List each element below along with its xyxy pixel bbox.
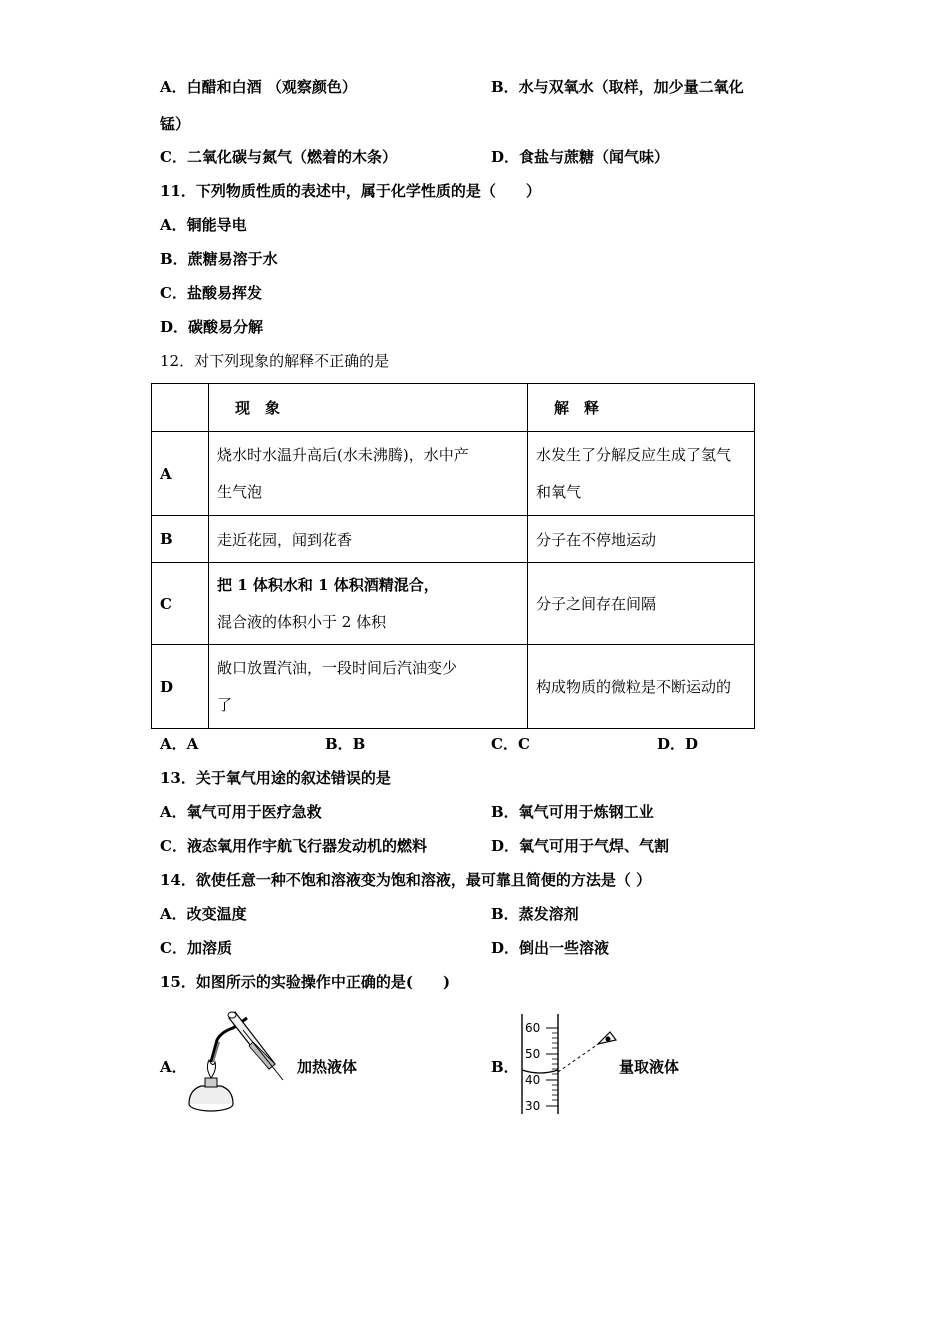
q12-row-b-phenomenon: 走近花园，闻到花香	[209, 516, 528, 563]
q12-row-d-phenomenon-line1: 敞口放置汽油，一段时间后汽油变少	[217, 658, 458, 677]
q11-option-c: C．盐酸易挥发	[160, 284, 262, 302]
q12-row-d-key: D	[152, 645, 209, 729]
q10-option-b: B．水与双氧水（取样，加少量二氧化	[491, 78, 744, 96]
q11-option-a: A．铜能导电	[160, 216, 247, 234]
q10-option-b-continued: 锰）	[160, 115, 191, 133]
q12-header-row	[152, 384, 755, 432]
q10-option-d: D．食盐与蔗糖（闻气味）	[491, 148, 670, 166]
q13-option-b: B．氧气可用于炼钢工业	[491, 803, 654, 821]
q12-row-a-key: A	[152, 432, 209, 516]
q12-row-d-phenomenon-line2: 了	[217, 695, 233, 714]
q11-stem: 11．下列物质性质的表述中，属于化学性质的是（ ）	[160, 182, 541, 200]
tick-label-60: 60	[525, 1021, 541, 1035]
q12-option-b: B．B	[325, 735, 366, 753]
q12-option-c: C．C	[491, 735, 530, 753]
q12-row-a-phenomenon-line1: 烧水时水温升高后(水未沸腾)，水中产	[217, 445, 469, 464]
q14-option-d: D．倒出一些溶液	[491, 939, 610, 957]
q12-row-a-explanation-line1: 水发生了分解反应生成了氢气	[536, 445, 732, 464]
q15-stem: 15．如图所示的实验操作中正确的是( )	[160, 973, 451, 991]
q15-option-b-caption: 量取液体	[619, 1058, 680, 1076]
tick-label-50: 50	[525, 1047, 541, 1061]
q13-option-c: C．液态氧用作宇航飞行器发动机的燃料	[160, 837, 427, 855]
tick-label-30: 30	[525, 1099, 541, 1113]
test-tube-icon	[228, 1012, 283, 1080]
alcohol-lamp-icon	[189, 1060, 233, 1111]
measuring-cylinder-illustration	[518, 1014, 624, 1116]
q13-stem: 13．关于氧气用途的叙述错误的是	[160, 769, 391, 787]
eye-icon	[598, 1032, 616, 1044]
q12-row-a-explanation-line2: 和氧气	[536, 482, 582, 501]
q12-row-a	[152, 432, 755, 516]
q12-row-b	[152, 516, 755, 563]
q12-row-c-key: C	[152, 563, 209, 645]
q12-row-c	[152, 563, 755, 645]
q14-option-b: B．蒸发溶剂	[491, 905, 579, 923]
q12-row-c-phenomenon-line1: 把 1 体积水和 1 体积酒精混合，	[217, 575, 439, 594]
heating-liquid-illustration	[183, 1006, 295, 1116]
q13-option-a: A．氧气可用于医疗急救	[160, 803, 322, 821]
q12-row-c-explanation: 分子之间存在间隔	[528, 563, 755, 645]
q12-header-empty	[152, 384, 209, 432]
q12-row-d	[152, 645, 755, 729]
q12-header-explanation: 解 释	[528, 384, 755, 432]
q12-row-c-phenomenon-line2: 混合液的体积小于 2 体积	[217, 612, 387, 631]
graduated-cylinder-icon	[522, 1014, 558, 1114]
q12-header-phenomenon: 现 象	[209, 384, 528, 432]
q12-row-b-key: B	[152, 516, 209, 563]
q15-option-b-letter: B．	[491, 1058, 519, 1076]
q14-stem: 14．欲使任意一种不饱和溶液变为饱和溶液，最可靠且简便的方法是（ ）	[160, 871, 652, 889]
q10-option-c: C．二氧化碳与氮气（燃着的木条）	[160, 148, 397, 166]
q10-option-a: A．白醋和白酒 （观察颜色）	[160, 78, 357, 96]
q12-option-d: D．D	[657, 735, 699, 753]
q12-row-a-explanation	[528, 432, 755, 516]
q12-row-a-phenomenon-line2: 生气泡	[217, 482, 263, 501]
q15-option-a-letter: A．	[160, 1058, 187, 1076]
q12-row-c-phenomenon	[209, 563, 528, 645]
q15-option-a-caption: 加热液体	[297, 1058, 358, 1076]
q11-option-d: D．碳酸易分解	[160, 318, 264, 336]
q12-row-d-explanation: 构成物质的微粒是不断运动的	[528, 645, 755, 729]
q12-table	[151, 383, 755, 729]
q11-option-b: B．蔗糖易溶于水	[160, 250, 278, 268]
tick-label-40: 40	[525, 1073, 541, 1087]
q12-stem: 12．对下列现象的解释不正确的是	[160, 352, 390, 370]
q12-row-b-explanation: 分子在不停地运动	[528, 516, 755, 563]
q14-option-c: C．加溶质	[160, 939, 232, 957]
q14-option-a: A．改变温度	[160, 905, 247, 923]
q12-row-a-phenomenon	[209, 432, 528, 516]
q13-option-d: D．氧气可用于气焊、气割	[491, 837, 670, 855]
q12-option-a: A．A	[160, 735, 199, 753]
q12-row-d-phenomenon	[209, 645, 528, 729]
